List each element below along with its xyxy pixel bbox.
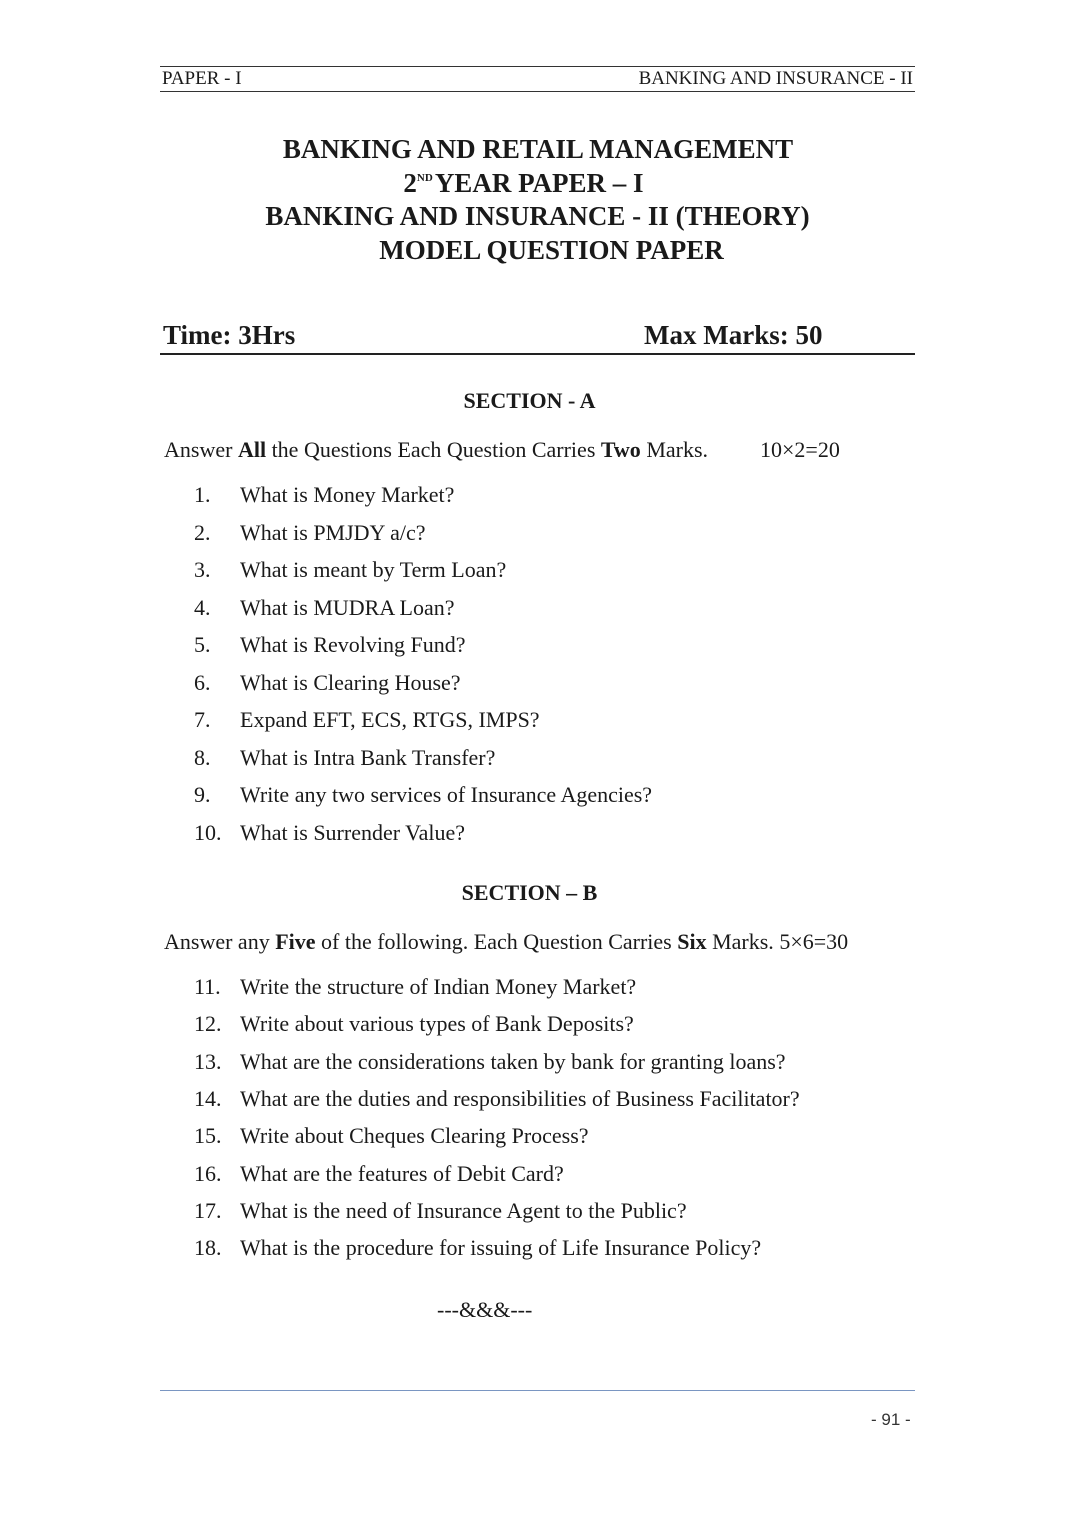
question-text: What is Revolving Fund?	[240, 632, 466, 657]
question-number: 4.	[194, 594, 211, 620]
instruction-text: the Questions Each Question Carries	[266, 437, 601, 462]
question-number: 12.	[194, 1011, 222, 1037]
section-a-marks-calc: 10×2=20	[760, 437, 840, 462]
question-number: 7.	[194, 707, 211, 732]
question-number: 8.	[194, 744, 211, 770]
question-number: 13.	[194, 1048, 222, 1074]
question-text: What is the procedure for issuing of Life Insurance Policy?	[240, 1235, 762, 1261]
instruction-text: Answer	[164, 437, 238, 462]
question-text: What are the duties and responsibilities of Business Facilitator?	[240, 1085, 800, 1111]
footer-divider	[160, 1390, 915, 1391]
question-text: What is Clearing House?	[240, 669, 461, 695]
question-number: 5.	[194, 632, 211, 657]
year-ordinal: 2	[403, 168, 417, 198]
instruction-text: Marks.	[640, 437, 709, 462]
document-subject-title: BANKING AND INSURANCE - II (THEORY)	[265, 201, 810, 231]
question-text: Expand EFT, ECS, RTGS, IMPS?	[240, 707, 540, 732]
section-a-heading: SECTION - A	[463, 388, 596, 413]
exam-max-marks: Max Marks: 50	[644, 320, 823, 350]
question-number: 18.	[194, 1235, 222, 1261]
question-text: What is MUDRA Loan?	[240, 594, 455, 620]
year-ordinal-suffix: ND	[416, 172, 433, 184]
instruction-emphasis: Two	[600, 437, 641, 462]
end-of-paper-mark: ---&&&---	[437, 1297, 533, 1322]
question-number: 6.	[194, 669, 211, 695]
page-number: - 91 -	[871, 1410, 911, 1429]
question-text: What is Surrender Value?	[240, 819, 466, 845]
question-number: 15.	[194, 1123, 222, 1149]
instruction-text: Answer any	[164, 929, 276, 954]
section-b-heading: SECTION – B	[461, 880, 598, 905]
header-subject-label: BANKING AND INSURANCE - II	[638, 68, 913, 89]
question-number: 17.	[194, 1197, 222, 1223]
question-number: 2.	[194, 519, 211, 545]
instruction-emphasis: Five	[275, 929, 316, 954]
question-number: 9.	[194, 782, 211, 807]
question-text: Write about various types of Bank Deposits?	[240, 1011, 634, 1037]
question-number: 14.	[194, 1085, 222, 1111]
question-text: What is Intra Bank Transfer?	[240, 744, 496, 770]
exam-info-row	[160, 320, 915, 355]
question-text: What is PMJDY a/c?	[240, 519, 426, 545]
instruction-emphasis: All	[237, 437, 267, 462]
section-b-instruction	[164, 929, 864, 955]
question-number: 10.	[194, 819, 222, 845]
running-header	[160, 66, 915, 92]
instruction-text: Marks.	[706, 929, 774, 954]
question-text: What are the considerations taken by bank for granting loans?	[240, 1048, 786, 1074]
document-paper-type: MODEL QUESTION PAPER	[379, 235, 724, 265]
question-text: What is Money Market?	[240, 482, 455, 507]
question-number: 1.	[194, 482, 211, 507]
question-number: 16.	[194, 1160, 222, 1186]
question-text: Write any two services of Insurance Agencies?	[240, 782, 653, 807]
question-text: Write about Cheques Clearing Process?	[240, 1123, 589, 1149]
section-a-instruction	[164, 437, 864, 463]
marks-calc-value: 5×6=30	[779, 929, 849, 954]
section-b-marks-calc	[774, 929, 848, 954]
question-text: What is the need of Insurance Agent to the Public?	[240, 1197, 687, 1223]
instruction-emphasis: Six	[677, 929, 707, 954]
document-subtitle-year	[0, 168, 1061, 199]
document-title: BANKING AND RETAIL MANAGEMENT	[282, 134, 794, 164]
question-number: 11.	[194, 974, 221, 999]
question-text: What is meant by Term Loan?	[240, 557, 507, 582]
year-paper-text: YEAR PAPER – I	[434, 168, 644, 198]
instruction-text: of the following. Each Question Carries	[315, 929, 678, 954]
exam-time: Time: 3Hrs	[163, 320, 296, 350]
question-text: Write the structure of Indian Money Market?	[240, 974, 637, 999]
question-number: 3.	[194, 557, 211, 582]
question-text: What are the features of Debit Card?	[240, 1160, 564, 1186]
header-paper-label: PAPER - I	[162, 68, 242, 89]
